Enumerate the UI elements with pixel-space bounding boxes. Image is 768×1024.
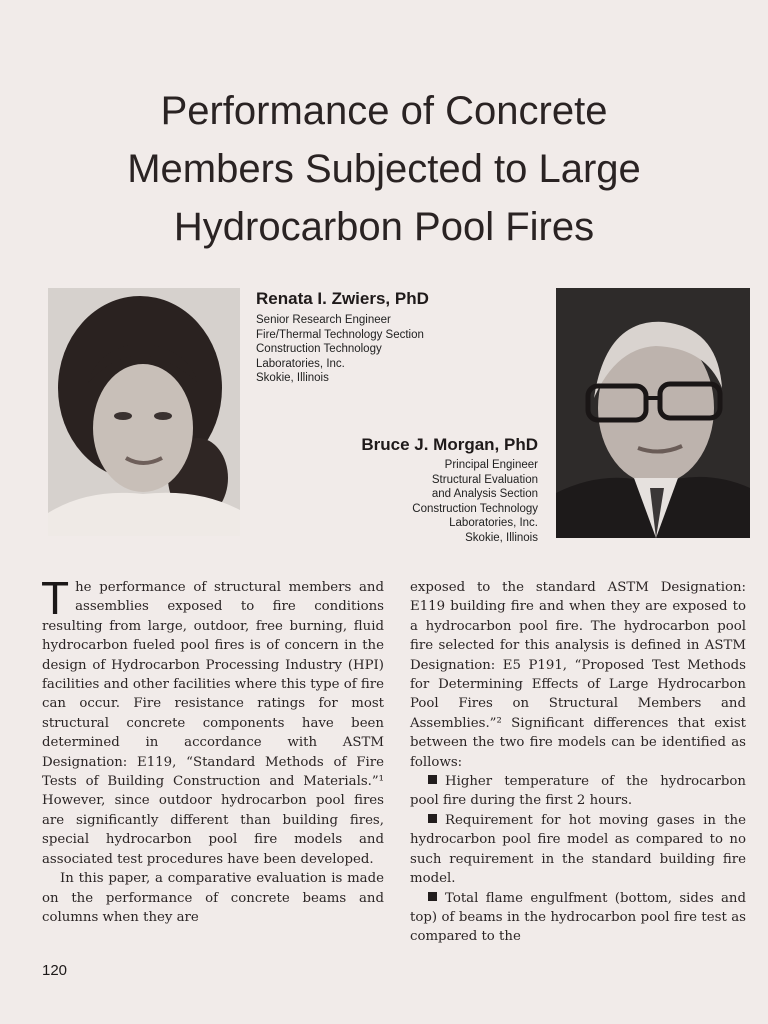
title-line-3: Hydrocarbon Pool Fires xyxy=(173,205,595,249)
affiliation-line: Laboratories, Inc. xyxy=(449,517,538,529)
body-column-right xyxy=(410,578,746,947)
body-paragraph: exposed to the standard ASTM Designation: E119 building fire and when they are exposed to a hydrocarbon pool fire. The hydrocarbon pool fire selected for this analysis is defined in ASTM Designation: E5 P191, “Proposed Test Methods for Determining Effects of Large Hydrocarbon Pool Fires on Structural Members and Assemblies.”² Significant differences that exist between the two fire models can be identified as follows: xyxy=(410,580,746,770)
bullet-text: Higher temperature of the hydrocarbon pool fire during the first 2 hours. xyxy=(410,774,746,809)
affiliation-line: and Analysis Section xyxy=(431,488,538,500)
affiliation-line: Construction Technology xyxy=(412,502,538,515)
paper-title xyxy=(40,82,728,256)
affiliation-line: Principal Engineer xyxy=(444,459,538,471)
author-name: Renata I. Zwiers, PhD xyxy=(256,289,429,308)
affiliation-line: Skokie, Illinois xyxy=(465,531,538,544)
author-block-morgan xyxy=(280,434,538,545)
bullet-text: Total flame engulfment (bottom, sides and top) of beams in the hydrocarbon pool fire test as compared to the xyxy=(410,890,746,945)
author-affiliation xyxy=(256,313,546,386)
bullet-square-icon xyxy=(428,775,437,784)
bullet-item xyxy=(410,811,746,889)
paragraph-text: he performance of structural members and assemblies exposed to fire conditions resulting from large, outdoor, free burning, fluid hydrocarbon fueled pool fires is of concern in the design of Hydrocarbon Processing Industry (HPI) facilities and other facilities where this type of fire can occur. Fire resistance ratings for most structural concrete components have been determined in accordance with ASTM Designation: E119, “Standard Methods of Fire Tests of Building Construction and Materials.”¹ However, since outdoor hydrocarbon pool fires are significantly different than building fires, special hydrocarbon pool fire models and associated test procedures have been developed. xyxy=(42,580,384,867)
author-name: Bruce J. Morgan, PhD xyxy=(361,435,538,454)
drop-cap: T xyxy=(41,572,70,624)
affiliation-line: Senior Research Engineer xyxy=(256,314,391,326)
author-affiliation xyxy=(280,458,538,545)
body-paragraph xyxy=(41,572,384,869)
affiliation-line: Fire/Thermal Technology Section xyxy=(256,328,424,341)
title-line-2: Members Subjected to Large xyxy=(127,147,641,191)
bullet-text: Requirement for hot moving gases in the hydrocarbon pool fire model as compared to no such requirement in the standard building fire model. xyxy=(410,812,746,887)
bullet-item xyxy=(410,772,746,811)
affiliation-line: Skokie, Illinois xyxy=(256,372,329,384)
bullet-square-icon xyxy=(428,892,437,901)
body-column-left xyxy=(41,572,384,927)
bullet-square-icon xyxy=(428,814,437,823)
author-photo-zwiers xyxy=(48,288,240,536)
affiliation-line: Structural Evaluation xyxy=(431,473,538,486)
author-block-zwiers xyxy=(256,288,546,386)
affiliation-line: Laboratories, Inc. xyxy=(256,357,345,370)
body-paragraph: In this paper, a comparative evaluation is made on the performance of concrete beams and columns when they are xyxy=(42,871,384,925)
bullet-item xyxy=(410,889,746,947)
page-number: 120 xyxy=(42,962,68,979)
author-photo-morgan xyxy=(556,288,750,538)
affiliation-line: Construction Technology xyxy=(256,343,382,355)
title-line-1: Performance of Concrete xyxy=(160,89,608,133)
